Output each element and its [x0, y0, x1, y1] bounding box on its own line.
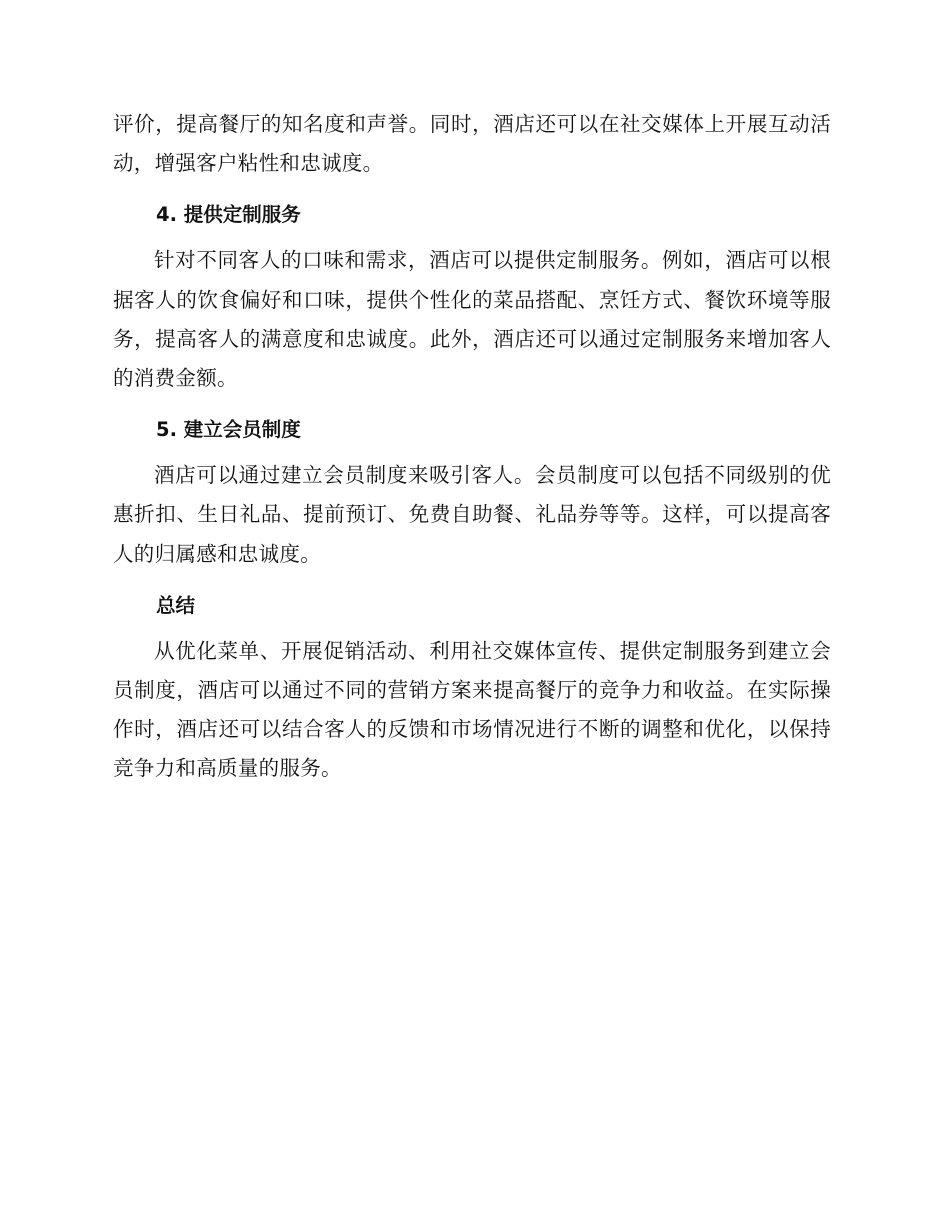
- heading-summary: 总结: [156, 593, 196, 617]
- heading-membership: 5. 建立会员制度: [156, 418, 301, 442]
- document-page: [113, 105, 831, 789]
- paragraph-summary: 从优化菜单、开展促销活动、利用社交媒体宣传、提供定制服务到建立会员制度，酒店可以通过不同的营销方案来提高餐厅的竞争力和收益。在实际操作时，酒店还可以结合客人的反馈和市场情况进行不断的调整和优化，以保持竞争力和高质量的服务。: [113, 638, 831, 781]
- paragraph-custom-service: 针对不同客人的口味和需求，酒店可以提供定制服务。例如，酒店可以根据客人的饮食偏好和口味，提供个性化的菜品搭配、烹饪方式、餐饮环境等服务，提高客人的满意度和忠诚度。此外，酒店还可以通过定制服务来增加客人的消费金额。: [113, 248, 831, 391]
- paragraph-membership: 酒店可以通过建立会员制度来吸引客人。会员制度可以包括不同级别的优惠折扣、生日礼品、提前预订、免费自助餐、礼品券等等。这样，可以提高客人的归属感和忠诚度。: [113, 463, 831, 566]
- heading-custom-service: 4. 提供定制服务: [156, 203, 301, 227]
- paragraph-social-media-continued: 评价，提高餐厅的知名度和声誉。同时，酒店还可以在社交媒体上开展互动活动，增强客户粘性和忠诚度。: [113, 112, 831, 176]
